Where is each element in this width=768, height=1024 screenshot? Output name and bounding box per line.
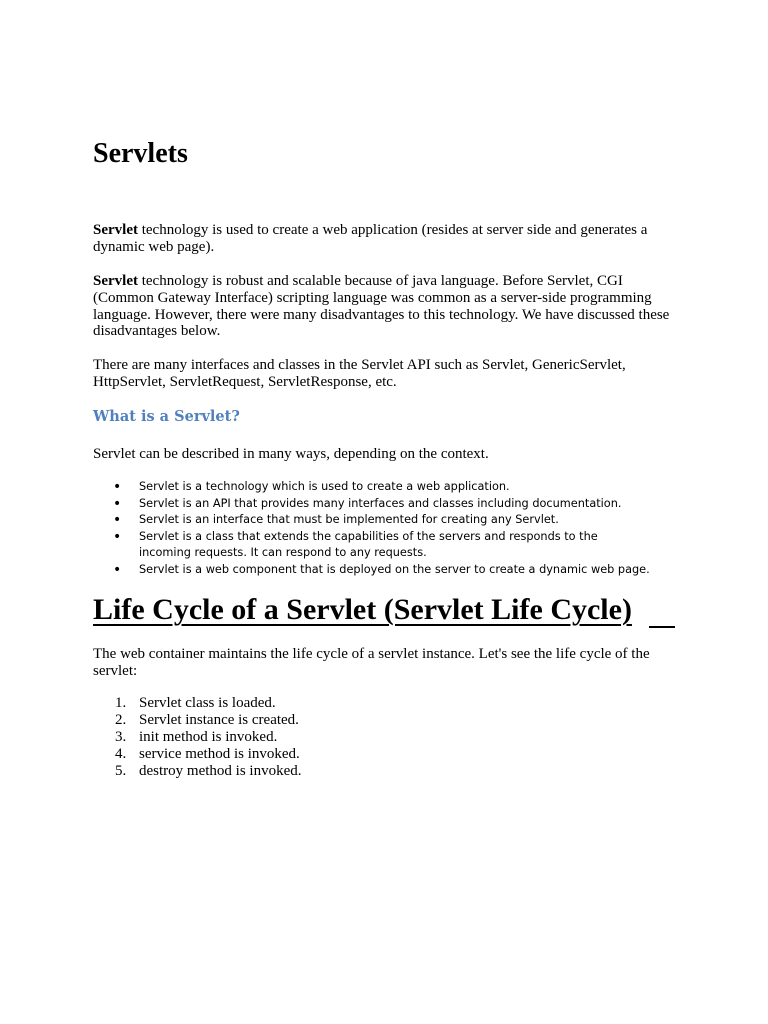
step-text: Servlet instance is created. bbox=[139, 712, 299, 728]
servlet-definition-list bbox=[93, 479, 653, 579]
step-text: init method is invoked. bbox=[139, 729, 278, 745]
list-item bbox=[93, 729, 593, 746]
list-item bbox=[93, 712, 593, 729]
list-item: • Servlet is an interface that must be implemented for creating any Servlet. bbox=[93, 512, 653, 529]
step-text: service method is invoked. bbox=[139, 746, 300, 762]
life-cycle-heading: Life Cycle of a Servlet (Servlet Life Cycle) bbox=[93, 593, 632, 626]
step-number: 2. bbox=[115, 712, 127, 728]
step-number: 1. bbox=[115, 695, 127, 711]
step-text: destroy method is invoked. bbox=[139, 763, 302, 779]
intro-paragraph-3: There are many interfaces and classes in the Servlet API such as Servlet, GenericServlet, HttpServlet, ServletRequest, ServletResponse, etc. bbox=[93, 357, 626, 390]
step-number: 5. bbox=[115, 763, 127, 779]
list-item: • Servlet is an API that provides many interfaces and classes including documentation. bbox=[93, 496, 653, 513]
intro-paragraph-2 bbox=[93, 273, 673, 340]
list-item bbox=[93, 746, 593, 763]
servlet-term: Servlet bbox=[93, 273, 138, 289]
intro-paragraph-1 bbox=[93, 222, 673, 256]
list-item bbox=[93, 763, 593, 780]
list-item: • Servlet is a web component that is deployed on the server to create a dynamic web page. bbox=[93, 562, 653, 579]
intro-paragraph-2-text: technology is robust and scalable because of java language. Before Servlet, CGI (Common Gateway Interface) scripting language was common as a server-side programming language. However, there were many disadvantages to this technology. We have discussed these disadvantages below. bbox=[93, 273, 670, 340]
list-item: • Servlet is a technology which is used to create a web application. bbox=[93, 479, 653, 496]
intro-paragraph-1-text: technology is used to create a web application (resides at server side and generates a dynamic web page). bbox=[93, 222, 648, 255]
what-is-servlet-heading: What is a Servlet? bbox=[93, 408, 240, 425]
step-text: Servlet class is loaded. bbox=[139, 695, 276, 711]
life-cycle-lead: The web container maintains the life cycle of a servlet instance. Let's see the life cycle of the servlet: bbox=[93, 646, 650, 679]
life-cycle-steps bbox=[93, 695, 593, 780]
servlet-term: Servlet bbox=[93, 222, 138, 238]
heading-underline bbox=[649, 626, 675, 628]
what-is-servlet-lead: Servlet can be described in many ways, depending on the context. bbox=[93, 446, 489, 462]
step-number: 3. bbox=[115, 729, 127, 745]
step-number: 4. bbox=[115, 746, 127, 762]
list-item: • Servlet is a class that extends the capabilities of the servers and responds to the incoming requests. It can respond to any requests. bbox=[93, 529, 653, 562]
page-title: Servlets bbox=[93, 138, 188, 169]
list-item bbox=[93, 695, 593, 712]
